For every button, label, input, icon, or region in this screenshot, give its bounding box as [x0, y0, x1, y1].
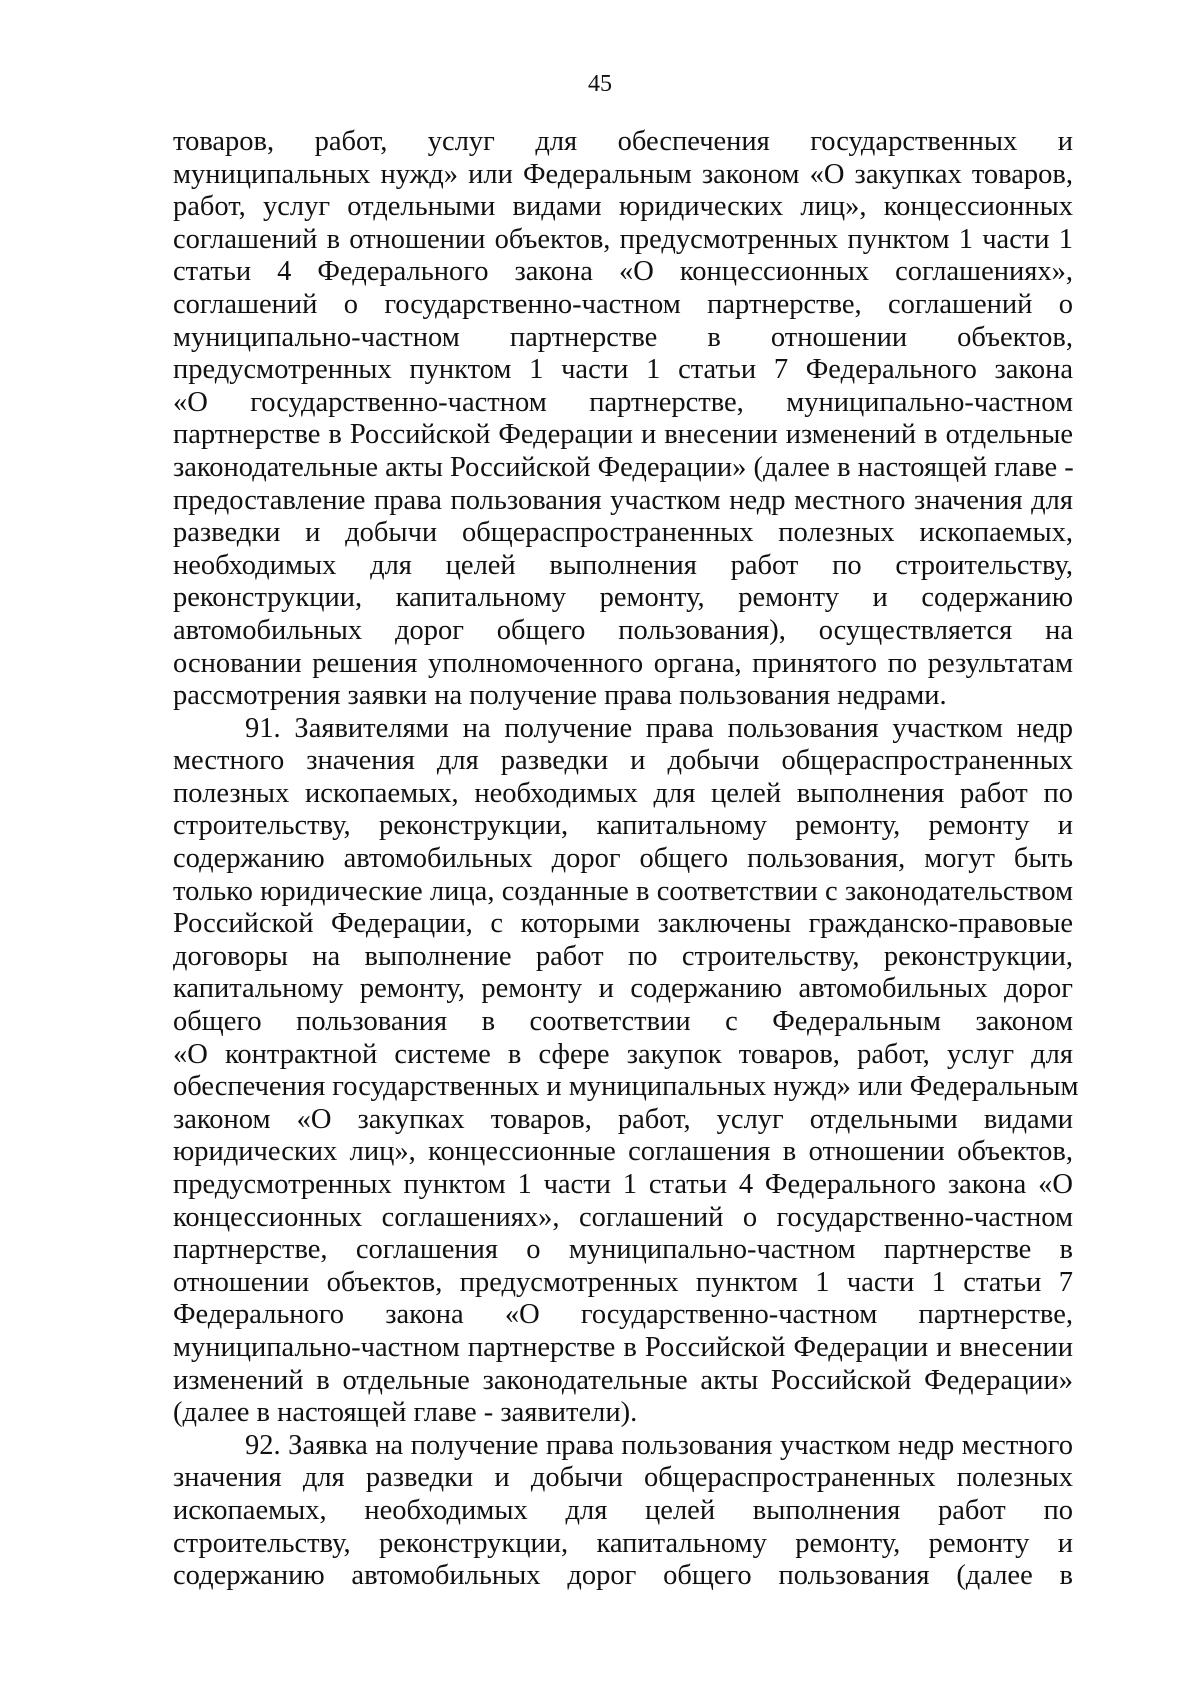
text-line: только юридические лица, созданные в соответствии с законодательством	[173, 875, 1073, 907]
text-line: юридических лиц», концессионные соглашения в отношении объектов,	[173, 1136, 1073, 1168]
text-line: содержанию автомобильных дорог общего пользования, могут быть	[173, 843, 1073, 875]
text-line: соглашений о государственно-частном партнерстве, соглашений о	[173, 288, 1073, 320]
text-line: муниципально-частном партнерстве в Российской Федерации и внесении	[173, 1331, 1073, 1363]
paragraph-91-start: 91. Заявителями на получение права пользования участком недр	[245, 712, 1073, 744]
text-line: муниципальных нужд» или Федеральным законом «О закупках товаров,	[173, 158, 1073, 190]
text-line: изменений в отдельные законодательные акты Российской Федерации»	[173, 1364, 1073, 1396]
text-line: необходимых для целей выполнения работ по строительству,	[173, 549, 1073, 581]
text-line: капитальному ремонту, ремонту и содержанию автомобильных дорог	[173, 973, 1073, 1005]
text-line: строительству, реконструкции, капитальному ремонту, ремонту и	[173, 1527, 1073, 1559]
text-line: реконструкции, капитальному ремонту, ремонту и содержанию	[173, 582, 1073, 614]
text-line: договоры на выполнение работ по строительству, реконструкции,	[173, 940, 1073, 972]
text-line: предусмотренных пунктом 1 части 1 статьи 7 Федерального закона	[173, 354, 1073, 386]
text-line: рассмотрения заявки на получение права пользования недрами.	[173, 680, 947, 712]
text-line: законодательные акты Российской Федерации» (далее в настоящей главе -	[173, 451, 1074, 483]
text-line: Российской Федерации, с которыми заключены гражданско-правовые	[173, 908, 1073, 940]
text-line: Федерального закона «О государственно-частном партнерстве,	[173, 1299, 1073, 1331]
text-line: партнерстве, соглашения о муниципально-частном партнерстве в	[173, 1234, 1073, 1266]
text-line: товаров, работ, услуг для обеспечения государственных и	[173, 126, 1073, 157]
text-line: «О контрактной системе в сфере закупок товаров, работ, услуг для	[173, 1038, 1073, 1070]
text-line: предусмотренных пунктом 1 части 1 статьи 4 Федерального закона «О	[173, 1169, 1073, 1200]
text-line: предоставление права пользования участком недр местного значения для	[173, 484, 1073, 516]
page-number: 45	[588, 71, 612, 97]
text-line: местного значения для разведки и добычи общераспространенных	[173, 745, 1073, 777]
text-line: значения для разведки и добычи общераспространенных полезных	[173, 1462, 1073, 1494]
text-line: ископаемых, необходимых для целей выполнения работ по	[173, 1494, 1073, 1526]
text-line: соглашений в отношении объектов, предусмотренных пунктом 1 части 1	[173, 223, 1073, 255]
text-line: общего пользования в соответствии с Федеральным законом	[173, 1006, 1073, 1038]
text-line: обеспечения государственных и муниципальных нужд» или Федеральным	[173, 1071, 1079, 1103]
text-line: строительству, реконструкции, капитальному ремонту, ремонту и	[173, 810, 1073, 842]
text-line: партнерстве в Российской Федерации и внесении изменений в отдельные	[173, 419, 1073, 451]
text-line: статьи 4 Федерального закона «О концессионных соглашениях»,	[173, 256, 1073, 288]
text-line: основании решения уполномоченного органа, принятого по результатам	[173, 647, 1073, 679]
text-line: муниципально-частном партнерстве в отношении объектов,	[173, 321, 1073, 353]
text-line: работ, услуг отдельными видами юридических лиц», концессионных	[173, 191, 1073, 223]
text-line: разведки и добычи общераспространенных полезных ископаемых,	[173, 517, 1073, 549]
text-line: содержанию автомобильных дорог общего пользования (далее в	[173, 1560, 1073, 1592]
text-line: (далее в настоящей главе - заявители).	[173, 1397, 638, 1429]
text-line: отношении объектов, предусмотренных пунктом 1 части 1 статьи 7	[173, 1266, 1073, 1298]
text-line: «О государственно-частном партнерстве, муниципально-частном	[173, 386, 1073, 418]
paragraph-92-start: 92. Заявка на получение права пользования участком недр местного	[245, 1429, 1073, 1461]
text-line: концессионных соглашениях», соглашений о государственно-частном	[173, 1201, 1073, 1233]
document-body	[173, 126, 1079, 1593]
text-line: полезных ископаемых, необходимых для целей выполнения работ по	[173, 777, 1073, 809]
text-line: автомобильных дорог общего пользования), осуществляется на	[173, 614, 1073, 646]
text-line: законом «О закупках товаров, работ, услуг отдельными видами	[173, 1103, 1073, 1135]
